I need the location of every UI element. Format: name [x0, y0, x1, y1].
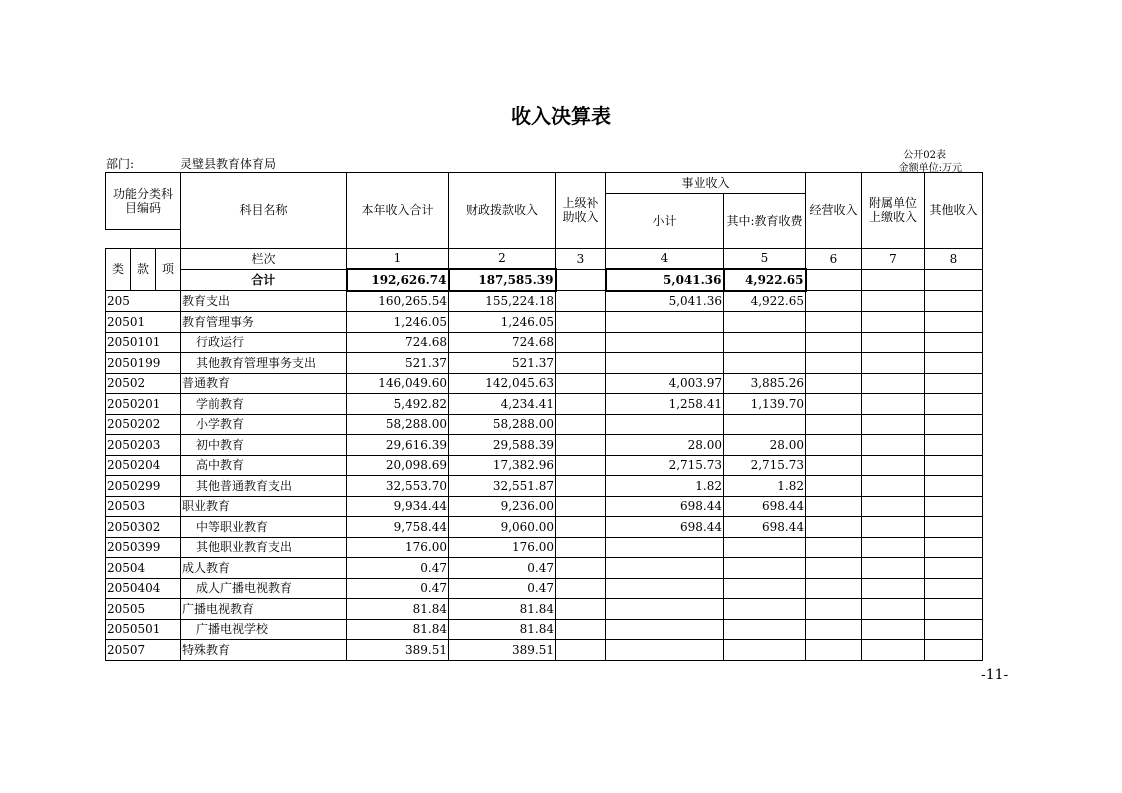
row-total: 81.84: [347, 619, 449, 640]
row-operating: [806, 496, 862, 517]
row-edu-fee: [724, 332, 806, 353]
total-value-operating: [806, 269, 862, 291]
row-other: [925, 394, 983, 415]
row-other: [925, 558, 983, 579]
row-subtotal: [606, 619, 724, 640]
row-other: [925, 599, 983, 620]
row-upper: [556, 435, 606, 456]
row-code: 20502: [106, 373, 181, 394]
table-row: [106, 394, 983, 415]
row-fiscal: 9,060.00: [449, 517, 556, 538]
row-edu-fee: [724, 619, 806, 640]
department-label: 部门:: [106, 157, 135, 171]
row-affiliated: [862, 476, 925, 497]
row-total: 81.84: [347, 599, 449, 620]
data-rows: [106, 291, 983, 661]
row-affiliated: [862, 496, 925, 517]
row-upper: [556, 578, 606, 599]
row-total: 9,758.44: [347, 517, 449, 538]
header-edu-fee: 其中:教育收费: [724, 193, 806, 248]
row-upper: [556, 537, 606, 558]
row-total: 0.47: [347, 578, 449, 599]
row-subtotal: [606, 353, 724, 374]
row-edu-fee: 28.00: [724, 435, 806, 456]
row-total: 29,616.39: [347, 435, 449, 456]
row-edu-fee: [724, 558, 806, 579]
table-row: [106, 537, 983, 558]
row-fiscal: 142,045.63: [449, 373, 556, 394]
col-num-8: 8: [925, 248, 983, 269]
row-upper: [556, 332, 606, 353]
row-total: 0.47: [347, 558, 449, 579]
header-lei: 类: [106, 248, 131, 291]
col-num-3: 3: [556, 248, 606, 269]
row-other: [925, 332, 983, 353]
row-code: 2050302: [106, 517, 181, 538]
row-fiscal: 4,234.41: [449, 394, 556, 415]
row-other: [925, 640, 983, 661]
row-code: 20504: [106, 558, 181, 579]
table-row: [106, 640, 983, 661]
table-row: [106, 517, 983, 538]
row-name: 特殊教育: [181, 640, 347, 661]
row-subtotal: [606, 558, 724, 579]
total-row: [106, 269, 983, 291]
header-upper: 上级补助收入: [556, 173, 606, 249]
header-affiliated: 附属单位上缴收入: [862, 173, 925, 249]
header-career: 事业收入: [606, 173, 806, 194]
row-fiscal: 58,288.00: [449, 414, 556, 435]
row-upper: [556, 517, 606, 538]
row-affiliated: [862, 455, 925, 476]
table-row: [106, 312, 983, 333]
row-upper: [556, 353, 606, 374]
row-total: 58,288.00: [347, 414, 449, 435]
row-fiscal: 32,551.87: [449, 476, 556, 497]
row-other: [925, 476, 983, 497]
row-affiliated: [862, 373, 925, 394]
row-subtotal: 5,041.36: [606, 291, 724, 312]
department-value: 灵璧县教育体育局: [180, 157, 277, 171]
total-value-other: [925, 269, 983, 291]
table-row: [106, 414, 983, 435]
row-fiscal: 176.00: [449, 537, 556, 558]
row-operating: [806, 619, 862, 640]
row-other: [925, 537, 983, 558]
row-code: 2050399: [106, 537, 181, 558]
page-number: -11-: [981, 667, 1009, 683]
total-value-affiliated: [862, 269, 925, 291]
row-upper: [556, 373, 606, 394]
row-code: 205: [106, 291, 181, 312]
row-subtotal: 1,258.41: [606, 394, 724, 415]
row-name: 普通教育: [181, 373, 347, 394]
row-name: 学前教育: [181, 394, 347, 415]
row-edu-fee: 698.44: [724, 517, 806, 538]
col-num-1: 1: [347, 248, 449, 269]
row-affiliated: [862, 558, 925, 579]
row-other: [925, 578, 983, 599]
row-subtotal: 698.44: [606, 517, 724, 538]
row-fiscal: 389.51: [449, 640, 556, 661]
header-other: 其他收入: [925, 173, 983, 249]
row-total: 176.00: [347, 537, 449, 558]
row-subtotal: [606, 312, 724, 333]
table-row: [106, 558, 983, 579]
row-name: 高中教育: [181, 455, 347, 476]
total-value-subtotal: 5,041.36: [606, 269, 724, 291]
row-other: [925, 435, 983, 456]
row-operating: [806, 455, 862, 476]
row-total: 724.68: [347, 332, 449, 353]
row-upper: [556, 640, 606, 661]
row-edu-fee: [724, 578, 806, 599]
row-upper: [556, 599, 606, 620]
col-num-6: 6: [806, 248, 862, 269]
row-affiliated: [862, 640, 925, 661]
revenue-table: [105, 172, 983, 661]
row-upper: [556, 394, 606, 415]
row-operating: [806, 394, 862, 415]
row-total: 5,492.82: [347, 394, 449, 415]
row-name: 广播电视教育: [181, 599, 347, 620]
row-fiscal: 17,382.96: [449, 455, 556, 476]
header-xiang: 项: [156, 248, 181, 291]
row-code: 20503: [106, 496, 181, 517]
col-num-7: 7: [862, 248, 925, 269]
header-operating: 经营收入: [806, 173, 862, 249]
row-total: 521.37: [347, 353, 449, 374]
row-name: 其他教育管理事务支出: [181, 353, 347, 374]
row-other: [925, 619, 983, 640]
row-total: 389.51: [347, 640, 449, 661]
row-affiliated: [862, 599, 925, 620]
row-total: 32,553.70: [347, 476, 449, 497]
row-name: 职业教育: [181, 496, 347, 517]
form-code: 公开02表: [903, 150, 946, 161]
row-edu-fee: [724, 640, 806, 661]
header-name: 科目名称: [181, 173, 347, 249]
row-upper: [556, 414, 606, 435]
row-affiliated: [862, 353, 925, 374]
row-name: 成人教育: [181, 558, 347, 579]
row-name: 教育支出: [181, 291, 347, 312]
row-edu-fee: 1.82: [724, 476, 806, 497]
table-row: [106, 291, 983, 312]
row-other: [925, 414, 983, 435]
row-edu-fee: 698.44: [724, 496, 806, 517]
row-operating: [806, 599, 862, 620]
row-upper: [556, 291, 606, 312]
row-code: 2050404: [106, 578, 181, 599]
row-upper: [556, 476, 606, 497]
row-subtotal: [606, 537, 724, 558]
row-total: 160,265.54: [347, 291, 449, 312]
total-value-upper: [556, 269, 606, 291]
row-name: 教育管理事务: [181, 312, 347, 333]
row-subtotal: [606, 414, 724, 435]
header-code: 功能分类科目编码: [106, 173, 181, 230]
row-affiliated: [862, 291, 925, 312]
header-kuan: 款: [131, 248, 156, 291]
row-name: 其他职业教育支出: [181, 537, 347, 558]
row-subtotal: 1.82: [606, 476, 724, 497]
row-edu-fee: [724, 353, 806, 374]
row-code: 2050501: [106, 619, 181, 640]
table-row: [106, 578, 983, 599]
row-fiscal: 29,588.39: [449, 435, 556, 456]
row-edu-fee: 2,715.73: [724, 455, 806, 476]
row-fiscal: 155,224.18: [449, 291, 556, 312]
row-operating: [806, 312, 862, 333]
row-affiliated: [862, 394, 925, 415]
row-upper: [556, 455, 606, 476]
row-edu-fee: 4,922.65: [724, 291, 806, 312]
row-upper: [556, 496, 606, 517]
row-fiscal: 521.37: [449, 353, 556, 374]
row-fiscal: 81.84: [449, 619, 556, 640]
row-affiliated: [862, 414, 925, 435]
row-code: 2050201: [106, 394, 181, 415]
row-affiliated: [862, 517, 925, 538]
row-other: [925, 373, 983, 394]
row-edu-fee: 3,885.26: [724, 373, 806, 394]
row-edu-fee: [724, 537, 806, 558]
row-affiliated: [862, 537, 925, 558]
row-subtotal: [606, 640, 724, 661]
row-fiscal: 9,236.00: [449, 496, 556, 517]
col-num-5: 5: [724, 248, 806, 269]
row-affiliated: [862, 312, 925, 333]
total-label: 合计: [181, 269, 347, 291]
row-other: [925, 517, 983, 538]
row-operating: [806, 517, 862, 538]
row-fiscal: 0.47: [449, 578, 556, 599]
row-name: 小学教育: [181, 414, 347, 435]
table-row: [106, 599, 983, 620]
table-row: [106, 455, 983, 476]
row-operating: [806, 558, 862, 579]
row-upper: [556, 558, 606, 579]
header-fiscal: 财政拨款收入: [449, 173, 556, 249]
row-operating: [806, 640, 862, 661]
row-name: 行政运行: [181, 332, 347, 353]
row-total: 146,049.60: [347, 373, 449, 394]
header-subtotal: 小计: [606, 193, 724, 248]
table-row: [106, 435, 983, 456]
row-fiscal: 0.47: [449, 558, 556, 579]
row-name: 广播电视学校: [181, 619, 347, 640]
row-affiliated: [862, 435, 925, 456]
row-operating: [806, 476, 862, 497]
row-subtotal: [606, 599, 724, 620]
row-total: 9,934.44: [347, 496, 449, 517]
row-name: 中等职业教育: [181, 517, 347, 538]
row-operating: [806, 373, 862, 394]
row-operating: [806, 435, 862, 456]
row-fiscal: 724.68: [449, 332, 556, 353]
row-operating: [806, 353, 862, 374]
department-line: [106, 155, 276, 172]
row-code: 2050299: [106, 476, 181, 497]
row-affiliated: [862, 332, 925, 353]
row-operating: [806, 414, 862, 435]
row-name: 成人广播电视教育: [181, 578, 347, 599]
row-operating: [806, 578, 862, 599]
table-row: [106, 619, 983, 640]
row-code: 2050199: [106, 353, 181, 374]
row-operating: [806, 291, 862, 312]
row-code: 20505: [106, 599, 181, 620]
table-row: [106, 353, 983, 374]
row-subtotal: 2,715.73: [606, 455, 724, 476]
row-code: 2050101: [106, 332, 181, 353]
row-code: 2050203: [106, 435, 181, 456]
row-upper: [556, 312, 606, 333]
row-other: [925, 455, 983, 476]
row-edu-fee: [724, 599, 806, 620]
row-subtotal: 698.44: [606, 496, 724, 517]
row-fiscal: 1,246.05: [449, 312, 556, 333]
row-edu-fee: [724, 414, 806, 435]
table-row: [106, 373, 983, 394]
page-title: 收入决算表: [511, 104, 611, 128]
row-code: 20507: [106, 640, 181, 661]
row-code: 2050202: [106, 414, 181, 435]
row-total: 1,246.05: [347, 312, 449, 333]
table-row: [106, 332, 983, 353]
row-other: [925, 312, 983, 333]
header-lanci: 栏次: [181, 248, 347, 269]
col-num-4: 4: [606, 248, 724, 269]
total-value-fiscal: 187,585.39: [449, 269, 556, 291]
total-value-total: 192,626.74: [347, 269, 449, 291]
row-affiliated: [862, 619, 925, 640]
row-operating: [806, 332, 862, 353]
row-edu-fee: [724, 312, 806, 333]
row-other: [925, 496, 983, 517]
row-subtotal: 4,003.97: [606, 373, 724, 394]
row-affiliated: [862, 578, 925, 599]
row-other: [925, 291, 983, 312]
total-value-edu-fee: 4,922.65: [724, 269, 806, 291]
row-operating: [806, 537, 862, 558]
row-subtotal: 28.00: [606, 435, 724, 456]
amount-unit: 金额单位:万元: [898, 163, 962, 174]
row-code: 2050204: [106, 455, 181, 476]
table-row: [106, 476, 983, 497]
table-row: [106, 496, 983, 517]
row-code: 20501: [106, 312, 181, 333]
row-fiscal: 81.84: [449, 599, 556, 620]
row-subtotal: [606, 578, 724, 599]
row-edu-fee: 1,139.70: [724, 394, 806, 415]
row-other: [925, 353, 983, 374]
header-total: 本年收入合计: [347, 173, 449, 249]
row-total: 20,098.69: [347, 455, 449, 476]
row-subtotal: [606, 332, 724, 353]
row-name: 其他普通教育支出: [181, 476, 347, 497]
row-name: 初中教育: [181, 435, 347, 456]
col-num-2: 2: [449, 248, 556, 269]
row-upper: [556, 619, 606, 640]
